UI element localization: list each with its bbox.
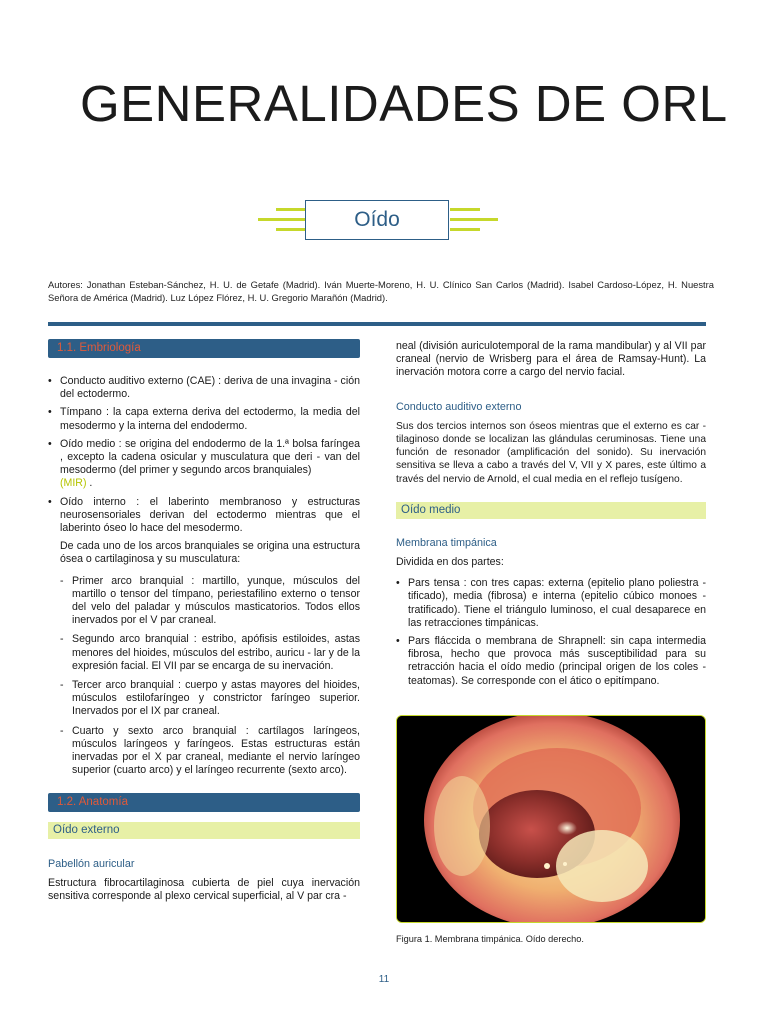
list-item: - Tercer arco branquial : cuerpo y astas mayores del hioides, músculos estilofaríngeo y constrictor faríngeo superior. Inervados por el IX par craneal. — [48, 679, 360, 719]
subheading-cae: Conducto auditivo externo — [396, 400, 522, 413]
page-number: 11 — [378, 974, 390, 985]
authors: Autores: Jonathan Esteban-Sánchez, H. U. de Getafe (Madrid). Iván Muerte-Moreno, H. U. Clínico San Carlos (Madrid). Isabel Cardoso-López, H. Nuestra Señora de América (Madrid). Luz López Flórez, H. U. Gregorio Marañón (Madrid). — [48, 279, 714, 303]
section-title: Oído — [305, 200, 449, 240]
paragraph: Sus dos tercios internos son óseos mientras que el externo es car - tilaginoso donde se localizan las glándulas ceruminosas. Tiene una función de resonador (amplificación del sonido). Su inervación sensitiva se lleva a cabo a través del V, VII y X pares, este último a través del nervio de Arnold, el cual media en el reflejo tusígeno. — [396, 420, 706, 485]
list-item: • Pars tensa : con tres capas: externa (epitelio plano poliestra - tificado), media (fibrosa) e interna (epitelio cúbico monoes - tratificado). Tiene el triángulo luminoso, el cual desaparece en las retracciones timpánicas. — [396, 577, 706, 630]
right-column — [396, 340, 706, 693]
list-item — [48, 438, 360, 491]
list-item: - Cuarto y sexto arco branquial : cartílagos laríngeos, músculos laríngeos y faríngeos. Estas estructuras están inervadas por el X par craneal, mediante el nervio laríngeo superior (cuarto arco) y el laríngeo recurrente (sexto arco). — [48, 725, 360, 778]
mir-tag: (MIR) — [60, 477, 87, 490]
divider — [48, 322, 706, 326]
tympanic-membrane-figure — [396, 715, 706, 923]
list-item: - Segundo arco branquial : estribo, apófisis estiloides, astas menores del hioides, músculos del estribo, auricu - lar y de la expresión facial. El VII par se encarga de su inervación. — [48, 633, 360, 673]
paragraph: Estructura fibrocartilaginosa cubierta de piel cuya inervación sensitiva corresponde al plexo cervical superficial, al V par cra - — [48, 876, 360, 902]
paragraph: neal (división auriculotemporal de la rama mandibular) y al VII par craneal (nervio de Wrisberg para el área de Ramsay-Hunt). La inervación motora corre a cargo del nervio facial. — [396, 340, 706, 379]
paragraph: De cada uno de los arcos branquiales se origina una estructura ósea o cartilaginosa y su musculatura: — [60, 540, 360, 566]
heading-oido-externo: Oído externo — [48, 822, 360, 839]
heading-oido-medio: Oído medio — [396, 502, 706, 519]
section-decoration-right — [450, 208, 498, 238]
list-item-text: Oído medio : se origina del endodermo de la 1.ª bolsa faríngea , excepto la cadena osicular y musculatura que deri - van del mesodermo (del primer y segundo arcos branquiales) — [60, 437, 360, 477]
section-decoration-left — [258, 208, 306, 238]
subheading-pabellon: Pabellón auricular — [48, 858, 135, 871]
paragraph: Dividida en dos partes: — [396, 556, 504, 569]
membrane-list — [396, 577, 706, 688]
list-item: • Oído interno : el laberinto membranoso y estructuras neurosensoriales derivan del ectodermo mientras que el laberinto óseo lo hace del mesodermo. — [48, 496, 360, 536]
list-item: - Primer arco branquial : martillo, yunque, músculos del martillo o tensor del tímpano, periestafilino externo o tensor del velo del paladar y músculos masticatorios. Todos ellos inervados por el V par craneal. — [48, 575, 360, 628]
list-item: • Tímpano : la capa externa deriva del ectodermo, la media del mesodermo y la interna del endodermo. — [48, 406, 360, 432]
figure-caption: Figura 1. Membrana timpánica. Oído derecho. — [396, 934, 584, 944]
heading-anatomia: 1.2. Anatomía — [48, 793, 360, 812]
tympanic-membrane-image — [397, 716, 706, 923]
subheading-membrana: Membrana timpánica — [396, 536, 497, 549]
page-title: GENERALIDADES DE ORL — [80, 75, 728, 132]
arches-list — [48, 575, 360, 778]
heading-embriologia: 1.1. Embriología — [48, 339, 360, 358]
list-item: • Pars fláccida o membrana de Shrapnell: sin capa intermedia fibrosa, hecho que provoca más susceptibilidad para su retracción hacia el oído medio (principal origen de los coles - teatomas). Se corresponde con el ático o epitímpano. — [396, 635, 706, 688]
mir-suffix: . — [86, 477, 93, 490]
embryology-list — [48, 375, 360, 535]
left-column — [48, 339, 360, 903]
list-item: • Conducto auditivo externo (CAE) : deriva de una invagina - ción del ectodermo. — [48, 375, 360, 401]
